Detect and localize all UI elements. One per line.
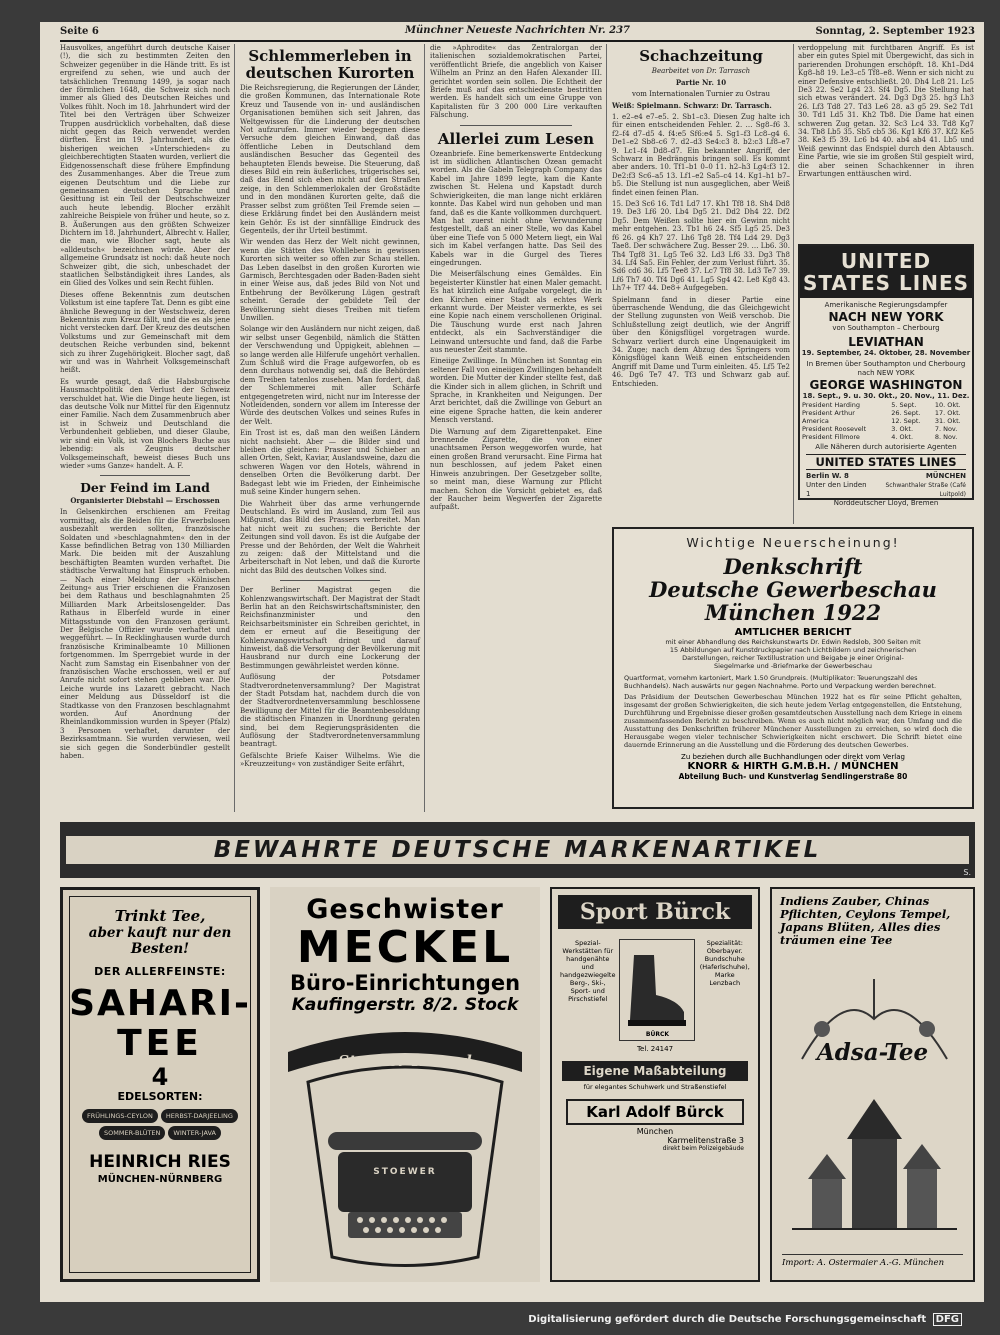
meckel-sub1: Büro-Einrichtungen — [289, 971, 521, 995]
gewerbeschau-price: Quartformat, vornehm kartoniert, Mark 1.50 Grundpreis. (Multiplikator: Teuerungszahl des Buchhandels). Nach auswärts nur gegen Nachnahme. Porto und Verpackung werden berechnet. — [624, 674, 937, 690]
meckel-ad — [270, 887, 540, 1282]
office-address: Unter den Linden 1 — [806, 481, 867, 498]
article-body: Solange wir den Ausländern nur nicht zeigen, daß wir selbst unser Gegenbild, nämlich die Stätten der Verschwendung und Üppigkeit, ablehnen — so lange werden alle Hilferufe ungehört verhallen. Zum Schluß wird die Frage aufgeworfen, ob es denn durchaus notwendig sei, daß die Behörden dem Treiben tatenlos zusehen. Man fordert, daß der Schlemmerei mit aller Schärfe entgegengetreten wird, nicht nur im Interesse der Notleidenden, sondern vor allem im Interesse der Würde des deutschen Volkes und seines Rufes in der Welt. — [240, 325, 421, 426]
article-body: Die Reichsregierung, die Regierungen der Länder, die großen Kommunen, das Internationale Rote Kreuz und Tausende von in- und ausländischen Organisationen bemühen sich seit Jahren, das Weltgewissen für die Linderung der deutschen Not aufzurufen. Immer wieder begegnen diese Versuche dem gleichen Einwand, daß das öffentliche Leben in Deutschland dem ausländischen Besucher das Gegenteil des behaupteten Elends beweise. Die Steuerung, daß dieses Bild ein rein äußerliches, trügerisches sei, daß das Elend sich eben nicht auf den Straßen zeige, in den Schlemmerlokalen der Großstädte und in den mondänen Kurorten gelte, daß die Prasser selbst zum größten Teil Fremde seien — diese Erklärung findet bei den Ausländern meist kein Gehör. Es ist der sinnfällige Eindruck des Gegenteils, der ihr Urteil bestimmt. — [240, 84, 420, 235]
column-5 — [798, 44, 974, 239]
typewriter-carriage — [328, 1132, 482, 1150]
sport-left-text: Spezial-Werkstätten für handgenähte und handgezwiegelte Berg-, Ski-, Sport- und Pirschstiefel — [560, 939, 616, 1003]
newspaper-page — [40, 22, 984, 1302]
ship-name: President Fillmore — [802, 433, 860, 441]
ship-date: 3. Okt. — [891, 425, 914, 433]
tee-number: 4 — [151, 1063, 169, 1091]
gewerbeschau-publisher: KNORR & HIRTH G.M.B.H. / MÜNCHEN — [687, 761, 899, 772]
sport-dept-sub: für elegantes Schuhwerk und Straßenstiefel — [583, 1083, 727, 1091]
chess-moves: 1. e2–e4 e7–e5. 2. Sb1–c3. Diesen Zug halte ich für einen entscheidenden Fehler. 2. … Sg8–f6 3. f2–f4 d7–d5 4. f4:e5 Sf6:e4 5. Sg1–f3 Lc8–g4 6. De1–e2 Sb8–c6 7. d2–d3 Se4:c3 8. b2:c3 Lf8–e7 9. Lc1–f4 Dd8–d7. Ein bekannter Angriff, der Schwarz in Bedrängnis bringen soll. Es kommt aber anders. 10. Tf1–b1 0–0 11. h2–h3 Lg4:f3 12. De2:f3 Sc6–a5 13. Lf1–e2 Sa5–c4 14. Kg1–h1 b7–b5. Die Stellung ist nun ausgeglichen, aber Weiß findet einen feinen Plan. — [612, 113, 790, 197]
office-address: Schwanthaler Straße (Café Luitpold) — [885, 482, 966, 498]
column-rule — [793, 44, 794, 524]
issue-date: Sonntag, 2. September 1923 — [815, 26, 975, 37]
united-states-lines-ad — [798, 244, 974, 507]
page-header — [60, 24, 975, 40]
subheadline: Organisierter Diebstahl — Erschossen — [70, 496, 220, 506]
table-row — [800, 409, 972, 417]
credit-text: Digitalisierung gefördert durch die Deutsche Forschungsgemeinschaft — [528, 1314, 927, 1325]
table-row — [800, 401, 972, 409]
ship-date: 17. Okt. — [934, 409, 961, 417]
article-body: Eineiige Zwillinge. In München ist Sonntag ein seltener Fall von eineiigen Zwillingen behandelt worden. Die Mutter der Kinder stellte fest, daß die Kinder sich in allem glichen, in Schrift und Sprache, in Krankheiten und Neigungen. Der Arzt berichtet, daß die Zwillinge von Geburt an eine eigene Sprache hatten, die kein anderer Mensch verstand. — [430, 357, 602, 425]
ship-date: 7. Nov. — [934, 425, 958, 433]
typewriter-label: STOEWER — [373, 1167, 437, 1177]
sport-shoe-frame — [619, 939, 695, 1041]
tee-sub: EDELSORTEN: — [117, 1090, 203, 1103]
article-body: Die Wahrheit über das arme verhungernde Deutschland. Es wird im Ausland, zum Teil aus Mißgunst, das Bild des Prassers verbreitet. Man hat nicht weit zu suchen; die Berichte der Zeitungen sind voll davon. Es ist die Aufgabe der Presse und der Behörden, der Welt die Wahrheit zu zeigen: daß der Mittelstand und die Arbeiterschaft in Not leben, und daß die Kurorte nicht das Bild des deutschen Volkes sind. — [240, 499, 420, 575]
markenartikel-banner — [60, 822, 975, 878]
gewerbeschau-title3: München 1922 — [704, 600, 882, 625]
office-city: MÜNCHEN — [925, 472, 966, 480]
column-rule — [606, 44, 607, 290]
gewerbeschau-division: Abteilung Buch- und Kunstverlag Sendlingerstraße 80 — [678, 772, 908, 781]
meckel-content — [270, 887, 540, 1015]
article-divider — [280, 580, 380, 581]
usl-ship2-dates: 18. Sept., 9. u. 30. Okt., 20. Nov., 11. Dez. — [802, 392, 970, 400]
chess-tournament: vom Internationalen Turnier zu Ostrau — [632, 90, 770, 98]
gewerbeschau-ad — [612, 527, 974, 809]
sport-shoe-label: BÜRCK — [645, 1031, 670, 1038]
adsa-text: Indiens Zauber, Chinas Pflichten, Ceylons Tempel, Japans Blüten, Alles dies träumen eine Tee — [780, 894, 951, 947]
sport-address: Karmelitenstraße 3 — [667, 1136, 744, 1145]
news-item: Der Berliner Magistrat gegen die Kohlenzwangswirtschaft. Der Magistrat der Stadt Berlin hat an den Reichswirtschaftsminister, den Reichsfinanzminister und den Reichsarbeitsminister ein Schreiben gerichtet, in dem er erneut auf die Beseitigung der Kohlenzwangswirtschaft dringt und darauf hinweist, daß die Versorgung der Bevölkerung mit Hausbrand nur durch eine Lockerung der Bestimmungen gewährleistet werden könne. — [240, 586, 420, 670]
gewerbeschau-title2: Deutsche Gewerbeschau — [649, 577, 937, 602]
banner-mark: S. — [963, 868, 971, 877]
usl-schedule-table — [800, 401, 972, 441]
tee-sort-pill: SOMMER-BLÜTEN — [99, 1126, 165, 1140]
ship-date: 26. Sept. — [891, 409, 921, 417]
usl-ship1: LEVIATHAN — [848, 335, 924, 349]
office-city: Berlin W. 8 — [806, 472, 849, 480]
gewerbeschau-kicker: Wichtige Neuerscheinung! — [686, 535, 900, 550]
tee-city: MÜNCHEN-NÜRNBERG — [97, 1174, 223, 1185]
tee-line2: aber kauft nur den Besten! — [88, 925, 232, 957]
usl-ship2: GEORGE WASHINGTON — [809, 378, 963, 392]
gewerbeschau-desc: mit einer Abhandlung des Reichskunstwarts Dr. Edwin Redslob, 300 Seiten mit 15 Abbildungen auf Kunstdruckpapier nach Lichtbildern und zeichnerischen Darstellungen, reicher Textillustration und Beigabe je einer Original-Siegelmarke und -Briefmarke der Gewerbeschau — [665, 638, 921, 670]
sport-city: München — [636, 1127, 674, 1136]
digitization-credit — [528, 1314, 962, 1325]
usl-brand: UNITED STATES LINES — [800, 246, 972, 298]
meckel-brand2: MECKEL — [296, 922, 514, 973]
ship-date: 10. Okt. — [934, 401, 961, 409]
column-2 — [240, 44, 420, 814]
article-body: die »Aphrodite« das Zentralorgan der italienischen sozialdemokratischen Partei, veröffentlicht Briefe, die angeblich von Kaiser Wilhelm an Prinz an den Hafen Alexander III. gerichtet worden sein sollen. Die Echtheit der Briefe muß auf das entschiedenste bestritten werden. Es handelt sich um eine Gruppe von Kapitalisten für 3 200 000 Lire verkauften Fälschung. — [430, 44, 602, 120]
dfg-logo: DFG — [933, 1313, 962, 1326]
sport-brand-box — [558, 895, 752, 929]
adsa-tee-ad — [770, 887, 975, 1282]
article-body: Die Meiserfälschung eines Gemäldes. Ein begeisterter Künstler hat einen Maler gemacht. Es hat kürzlich eine Aufgabe vorgelegt, die in den Kirchen einer Stadt als echtes Werk erkannt wurde. Der Meister vermerkte, es sei eine Kopie nach einem verschollenen Original. Die Täuschung wurde erst nach Jahren entdeckt, als ein Sachverständiger die Leinwand untersuchte und fand, daß die Farbe aus neuester Zeit stammte. — [430, 270, 602, 354]
sport-buerck-ad — [550, 887, 760, 1282]
article-body: Hausvolkes, angeführt durch deutsche Kaiser (!), die sich zu bestimmten Zeiten den Schweizer gegenüber in die Hände tritt. Es ist ergreifend zu sehen, wie und auch der tatsächlichen Trennung 1499, ja sogar nach der förmlichen 1648, die Schweiz sich noch immer als Glied des Deutschen Reiches und Volkes fühlt. Noch im 18. Jahrhundert wird der Titel bei den Verträgen über Schweizer Truppen ausdrücklich vorbehalten, daß diese nicht gegen das Reich verwendet werden dürften. Erst im 19. Jahrhundert, als die bisherigen weichen »Unterschieden« zu gleichberechtigten Staaten wurden, verliert die Eidgenossenschaft diese frühere Empfindung des Zusammenhanges. Aber die Treue zum eigenen Deutschtum und die Liebe zur gemeinsamen deutschen Sprache und Gesittung ist ein Teil der Deutschschweizer auch heute lebendig. Blocher erzählt zahlreiche Beispiele von früher und heute, so z. B. Äußerungen aus den größten Schweizer Dichtern im 18. Jahrhundert, Albrecht v. Haller, die man, wie Blocher sagt, heute als »alldeutsch« bezeichnen würde. Aber der allgemeine Grundsatz ist noch: daß heute noch Schweizer gibt, die sich, unbeschadet der staatlichen Selbständigkeit ihres Landes, als ein Glied des Volkes und sein Recht fühlen. — [60, 44, 230, 288]
temple-illustration — [792, 1089, 957, 1239]
meckel-brand1: Geschwister — [306, 894, 504, 925]
usl-ship1-dates: 19. September, 24. Oktober, 28. November — [801, 349, 971, 357]
tee-kicker: DER ALLERFEINSTE: — [94, 965, 226, 978]
news-item: Auflösung der Potsdamer Stadtverordnetenversammlung? Der Magistrat der Stadt Potsdam hat, nachdem durch die von der Stadtverordnetenversammlung beschlossene Bewilligung der Mittel für die Beamtenbesoldung die städtischen Finanzen in Unordnung geraten sind, bei dem Regierungspräsidenten die Auflösung der Stadtverordnetenversammlung beantragt. — [240, 673, 420, 749]
typewriter-keyboard — [348, 1212, 462, 1238]
tee-sort-pill: FRÜHLINGS-CEYLON — [82, 1109, 158, 1123]
gewerbeschau-title1: Denkschrift — [723, 554, 863, 579]
gewerbeschau-body: Das Präsidium der Deutschen Gewerbeschau München 1922 hat es für seine Pflicht gehalten, insgesamt der großen Schwierigkeiten, die sich heute jedem Verlag entgegenstellen, die Entstehung, Durchführung und Ergebnisse dieser großen gesamtdeutschen Ausstellung nach dem Kriege in einem zusammenfassenden Bericht zu beschreiben. Wenn es auch nicht möglich war, den Umfang und die Ausstattung des Denkschriften früherer Münchener Ausstellungen zu erreichen, so wird doch die Herausgabe wegen vieler technischer Schwierigkeiten nicht erschwert. Die Schrift bietet eine dauernde Erinnerung an die Ausstellung und die Förderung des deutschen Gewerbes. — [624, 693, 962, 749]
sport-company: Karl Adolf Bürck — [566, 1099, 744, 1125]
tee-name2: TEE — [117, 1023, 203, 1064]
chess-moves-continued: verdoppelung mit furchtbaren Angriff. Es ist aber ein gutes Spiel mit Übergewicht, das sich in parierenden Drohungen erschöpft. 18. Kh1–Dd4 Kg8–h8 19. Le3–c5 Tf8–e8. Wenn er sich nicht zu einer Defensive entschließt. 20. Dh4 Lc8 21. Lc5 De3 22. Se2 Lg4 23. Sf4 Dg5. Die Stellung hat sich etwas verändert. 24. Dg3 Dg3 25. hg3 Lh3 26. Lf3 Td8 27. Td3 Le6 28. a3 g5 29. Se2 Td1 30. Td1 Ld5 31. Kh2 Tb8. Die Dame hat einen schweren Zug getan. 32. Sc3 Lc4 33. Td8 Kg7 34. Tb8 Lb5 35. Sb5 cb5 36. Kg1 Kf6 37. Kf2 Ke5 38. Ke3 f5 39. Lc6 b4 40. ab4 ab4 41. Lb5 und Weiß gewinnt das Endspiel durch den Abtausch. Eine Partie, wie sie im großen Stil gespielt wird, die aber seinen Schachkenner in ihren Erwartungen enttäuschen wird. — [798, 44, 974, 179]
meckel-product: Stoewer-Record — [338, 1052, 472, 1070]
article-divider — [460, 125, 572, 126]
tee-line1: Trinkt Tee, — [114, 907, 206, 925]
sport-middle — [552, 935, 758, 1045]
usl-office-berlin — [806, 472, 867, 499]
sport-right-text: Spezialität: Oberbayer. Bundschuhe (Haferlschuhe), Marke Lenzbach — [699, 939, 750, 987]
headline-schachzeitung: Schachzeitung — [639, 47, 763, 65]
news-item: Gefälschte Briefe Kaiser Wilhelms. Wie die »Kreuzzeitung« von zuständiger Seite erfährt, — [240, 751, 420, 769]
sport-brand: Sport Bürck — [579, 899, 731, 925]
tee-sort-pill: HERBST-DARJEELING — [161, 1109, 238, 1123]
article-body: In Gelsenkirchen erschienen am Freitag vormittag, als die Beiden für die Erwerbslosen ausbezahlt werden sollten, französische Soldaten und »beschlagnahmten« den in der Kasse befindlichen Betrag von 130 Milliarden Mark. Die beiden mit der Auszahlung beschäftigten Beamten wurden verhaftet. Die städtische Verwaltung hat Einspruch erhoben. — Nach einer Meldung der »Kölnischen Zeitung« aus Trier erschienen die Franzosen bei dem Rathaus und beschlagnahmten 25 Milliarden Mark Arbeitslosengelder. Das Rathaus in Elberfeld wurde in einer Mittagsstunde von den Franzosen geräumt. Der Belgische Offizier wurde verhaftet und weggeführt. — In Recklinghausen wurde durch französische Kriminalbeamte 10 Millionen fortgenommen. Im Sperrgebiet wurde in der Nacht zum Samstag ein Eisenbahner von der französischen Wache erschossen, weil er auf Anrufe nicht sofort stehen geblieben war. Die Leiche wurde ins Lazarett gebracht. Nach einer Meldung aus Düsseldorf ist die Stadtkasse von den Franzosen beschlagnahmt worden. Auf Anordnung der Rheinlandkommission wurden in Speyer (Pfalz) 3 Personen verhaftet, darunter der Bezirksamtmann. Sie wurden verwiesen, weil sie sich gegen die Sonderbündler gestellt haben. — [60, 508, 230, 761]
table-row — [800, 417, 972, 425]
article-body: Es wurde gesagt, daß die Habsburgische Hausmachtpolitik den Verlust der Schweiz verschuldet hat. Wie die Dinge heute liegen, ist das deutsche Volk nur Mittel für den Eigennutz einer Familie. Nach dem Zusammenbruch aber ist in Schweiz und Deutschland die Verbundenheit geblieben, und dieser Glaube, wir sind ein Volk, ist von Blochers Buche aus lebendig: als Zeugnis deutscher Volksgemeinschaft, beweist dieses Buch uns wieder »ums Ganze« handelt. A. F. — [60, 377, 230, 470]
page-number: Seite 6 — [60, 26, 99, 37]
sahari-tee-ad — [60, 887, 260, 1282]
article-body: Dieses offene Bekenntnis zum deutschen Volkstum ist eine tapfere Tat. Denn es gibt eine ähnliche Bewegung in der Westschweiz, deren Bekenntnis zum Kreuz fällt, und die es als jene nicht verstecken darf. Der Kreuz des deutschen Volkstums und zur Gemeinschaft mit dem deutschen Reiche verbunden sind, bekennt sich zu ihrer Zugehörigkeit. Blocher sagt, daß wir und was in Wahrheit Volksgemeinschaft heißt. — [60, 290, 230, 375]
column-3 — [430, 44, 602, 814]
ship-name: President Roosevelt — [802, 425, 867, 433]
adsa-importer-row — [782, 1254, 963, 1268]
usl-brand2: UNITED STATES LINES — [815, 455, 957, 469]
article-body: Die Warnung auf dem Zigarettenpaket. Eine brennende Zigarette, die von einer unachtsamen Person weggeworfen wurde, hat einen großen Brand verursacht. Eine Firma hat nun beschlossen, auf jedem Paket einen Hinweis anzubringen. Der Gesetzgeber sollte, so meint man, diese Warnung zur Pflicht machen. Schon die Vorsicht gebietet es, daß der Raucher beim Wegwerfen der Zigarette aufpaßt. — [430, 427, 602, 512]
tee-sort-pill: WINTER-JAVA — [168, 1126, 221, 1140]
typewriter-body — [338, 1152, 472, 1212]
usl-offices — [800, 472, 972, 499]
sport-dept: Eigene Maßabteilung — [562, 1061, 748, 1081]
boot-icon — [620, 940, 694, 1038]
headline-allerlei: Allerlei zum Lesen — [437, 129, 595, 148]
article-body: Ozeanbriefe. Eine bemerkenswerte Entdeckung ist im südlichen Atlantischen Ozean gemacht worden. Als die Gabeln Telegraph Company das Kabel im Jahre 1899 legte, kam die Kante zwischen St. Helena und Kapstadt durch Schwierigkeiten, die man lange nicht erklären konnte. Das Kabel wird nun gehoben und man fand, daß es die Kante vollkommen durchquert. Man hat zuerst nicht ohne Verwunderung festgestellt, daß an einer Stelle, wo das Kabel über eine Tiefe von 5 000 Metern liegt, ein Wal sich im Kabel verfangen hatte. Das Seil des Kabels war in die Gurgel des Tieres eingedrungen. — [430, 149, 602, 267]
article-body: Wir wenden das Herz der Welt nicht gewinnen, wenn die Stätten des Wohllebens in gewissen Kurorten sich weiter so offen zur Schau stellen. Das Leben daselbst in den großen Kurorten wie Garmisch, Berchtesgaden oder Baden-Baden sieht in einer Weise aus, daß jedes Bild von Not und Entbehrung der Bevölkerung Lügen gestraft scheint. Gerade der gebildete Teil der Bevölkerung sieht dieses Treiben mit tiefem Unwillen. — [240, 238, 420, 322]
usl-subtitle: Amerikanische Regierungsdampfer — [824, 301, 948, 309]
ship-date: 4. Okt. — [891, 433, 914, 441]
article-divider — [100, 475, 190, 476]
masthead: Münchner Neueste Nachrichten Nr. 237 — [404, 25, 631, 36]
usl-agent: Norddeutscher Lloyd, Bremen — [833, 499, 939, 507]
meckel-sub2: Kaufingerstr. 8/2. Stock — [291, 995, 519, 1015]
adsa-brand: Adsa-Tee — [816, 1039, 929, 1066]
tee-company: HEINRICH RIES — [89, 1152, 231, 1172]
chess-moves: 15. De3 Sc6 16. Td1 Ld7 17. Kh1 Tf8 18. Sh4 Dd8 19. De3 Lf6 20. Lb4 Dg5 21. Dd2 Dh4 22. Df2 Dg5. Dem Weißen sollte hier ein Gewinn nicht mehr entgehen. 23. Tb1 h6 24. Sf5 Lg5 25. De3 f6 26. g4 Kh7 27. Lh6 Tg8 28. Tf4 Ld4 29. Dg3 Tae8. Der schwächere Zug. Besser 29. … Lb6. 30. Th4 Tgf8 31. Lg5 Te6 32. Ld3 Lf6 33. Dg3 Th8 34. Lf4 Sa5. Ein Fehler, der zum Verlust führt. 35. Sd6 cd6 36. Lf5 Tee8 37. Lc7 Tf8 38. Ld3 Te7 39. Lf6 Th7 40. Tf4 Dg6 41. Lg5 Sg4 42. Le8 Kg8 43. Lh7+ Tf7 44. De8+ Aufgegeben. — [612, 200, 790, 293]
tee-content — [63, 890, 257, 1185]
column-1 — [60, 44, 230, 814]
ship-date: 5. Sept. — [891, 401, 917, 409]
chess-moves: Spielmann fand in dieser Partie eine überraschende Wendung, die das Gleichgewicht der Stellung zugunsten von Weiß verschob. Die Schlußstellung zeigt deutlich, wie der Angriff über den Königsflügel vorgetragen wurde. Schwarz verliert durch eine Ungenauigkeit im 34. Zuge; nach dem Abzug des Springers vom Königsflügel kann Weiß einen entscheidenden Angriff mit Dame und Turm einleiten. 45. Lf5 Te2 46. Dg6 Te7 47. Tf3 und Schwarz gab auf. Entschieden. — [612, 295, 790, 388]
chess-column — [612, 44, 790, 514]
ship-date: 31. Okt. — [934, 417, 961, 425]
tee-name1: SAHARI- — [69, 983, 251, 1024]
usl-via: von Southampton – Cherbourg — [832, 324, 940, 332]
chess-game-label: Partie Nr. 10 — [675, 78, 727, 87]
adsa-importer: A. Ostermaier A.-G. München — [817, 1258, 945, 1268]
chess-players: Weiß: Spielmann. Schwarz: Dr. Tarrasch. — [612, 101, 772, 110]
gewerbeschau-order: Zu beziehen durch alle Buchhandlungen oder direkt vom Verlag — [681, 753, 905, 761]
usl-office-muenchen — [867, 472, 966, 499]
usl-brand2-box — [806, 454, 966, 470]
header-rule — [60, 40, 975, 42]
article-body: Ein Trost ist es, daß man den weißen Ländern nicht nachsieht. Aber — die Bilder sind und bleiben die gleichen: Prasser und Schieber an allen Orten, Sekt, Kaviar, Auslandsweine, dazu die schweren Wagen vor den Hotels, während in denselben Orten die Bevölkerung darbt. Der Badegast lebt wie im Frieden, der Einheimische muß seine Kinder hungern sehen. — [240, 429, 420, 497]
table-row — [800, 433, 972, 441]
chess-editor: Bearbeitet von Dr. Tarrasch — [651, 67, 751, 75]
ship-date: 12. Sept. — [891, 417, 921, 425]
usl-notice: In Bremen über Southampton und Cherbourg nach NEW YORK — [806, 360, 966, 377]
ship-name: America — [802, 417, 829, 425]
usl-footnote: Alle Näheren durch autorisierte Agenten — [815, 443, 957, 451]
banner-text: BEWAHRTE DEUTSCHE MARKENARTIKEL — [66, 836, 969, 864]
headline-schlemmerleben: Schlemmerleben in deutschen Kurorten — [245, 47, 415, 82]
gewerbeschau-subtitle: AMTLICHER BERICHT — [734, 627, 852, 638]
tee-sorts — [73, 1109, 247, 1140]
ship-name: President Harding — [802, 401, 860, 409]
sport-address-sub: direkt beim Polizeigebäude — [662, 1145, 744, 1152]
ship-name: President Arthur — [802, 409, 855, 417]
sport-phone: Tel. 24147 — [636, 1045, 674, 1053]
headline-feind: Der Feind im Land — [80, 480, 210, 496]
ship-date: 8. Nov. — [934, 433, 958, 441]
adsa-importer-label: Import: — [782, 1258, 815, 1268]
usl-route: NACH NEW YORK — [828, 310, 944, 324]
column-rule — [424, 44, 425, 812]
table-row — [800, 425, 972, 433]
column-rule — [234, 44, 235, 812]
